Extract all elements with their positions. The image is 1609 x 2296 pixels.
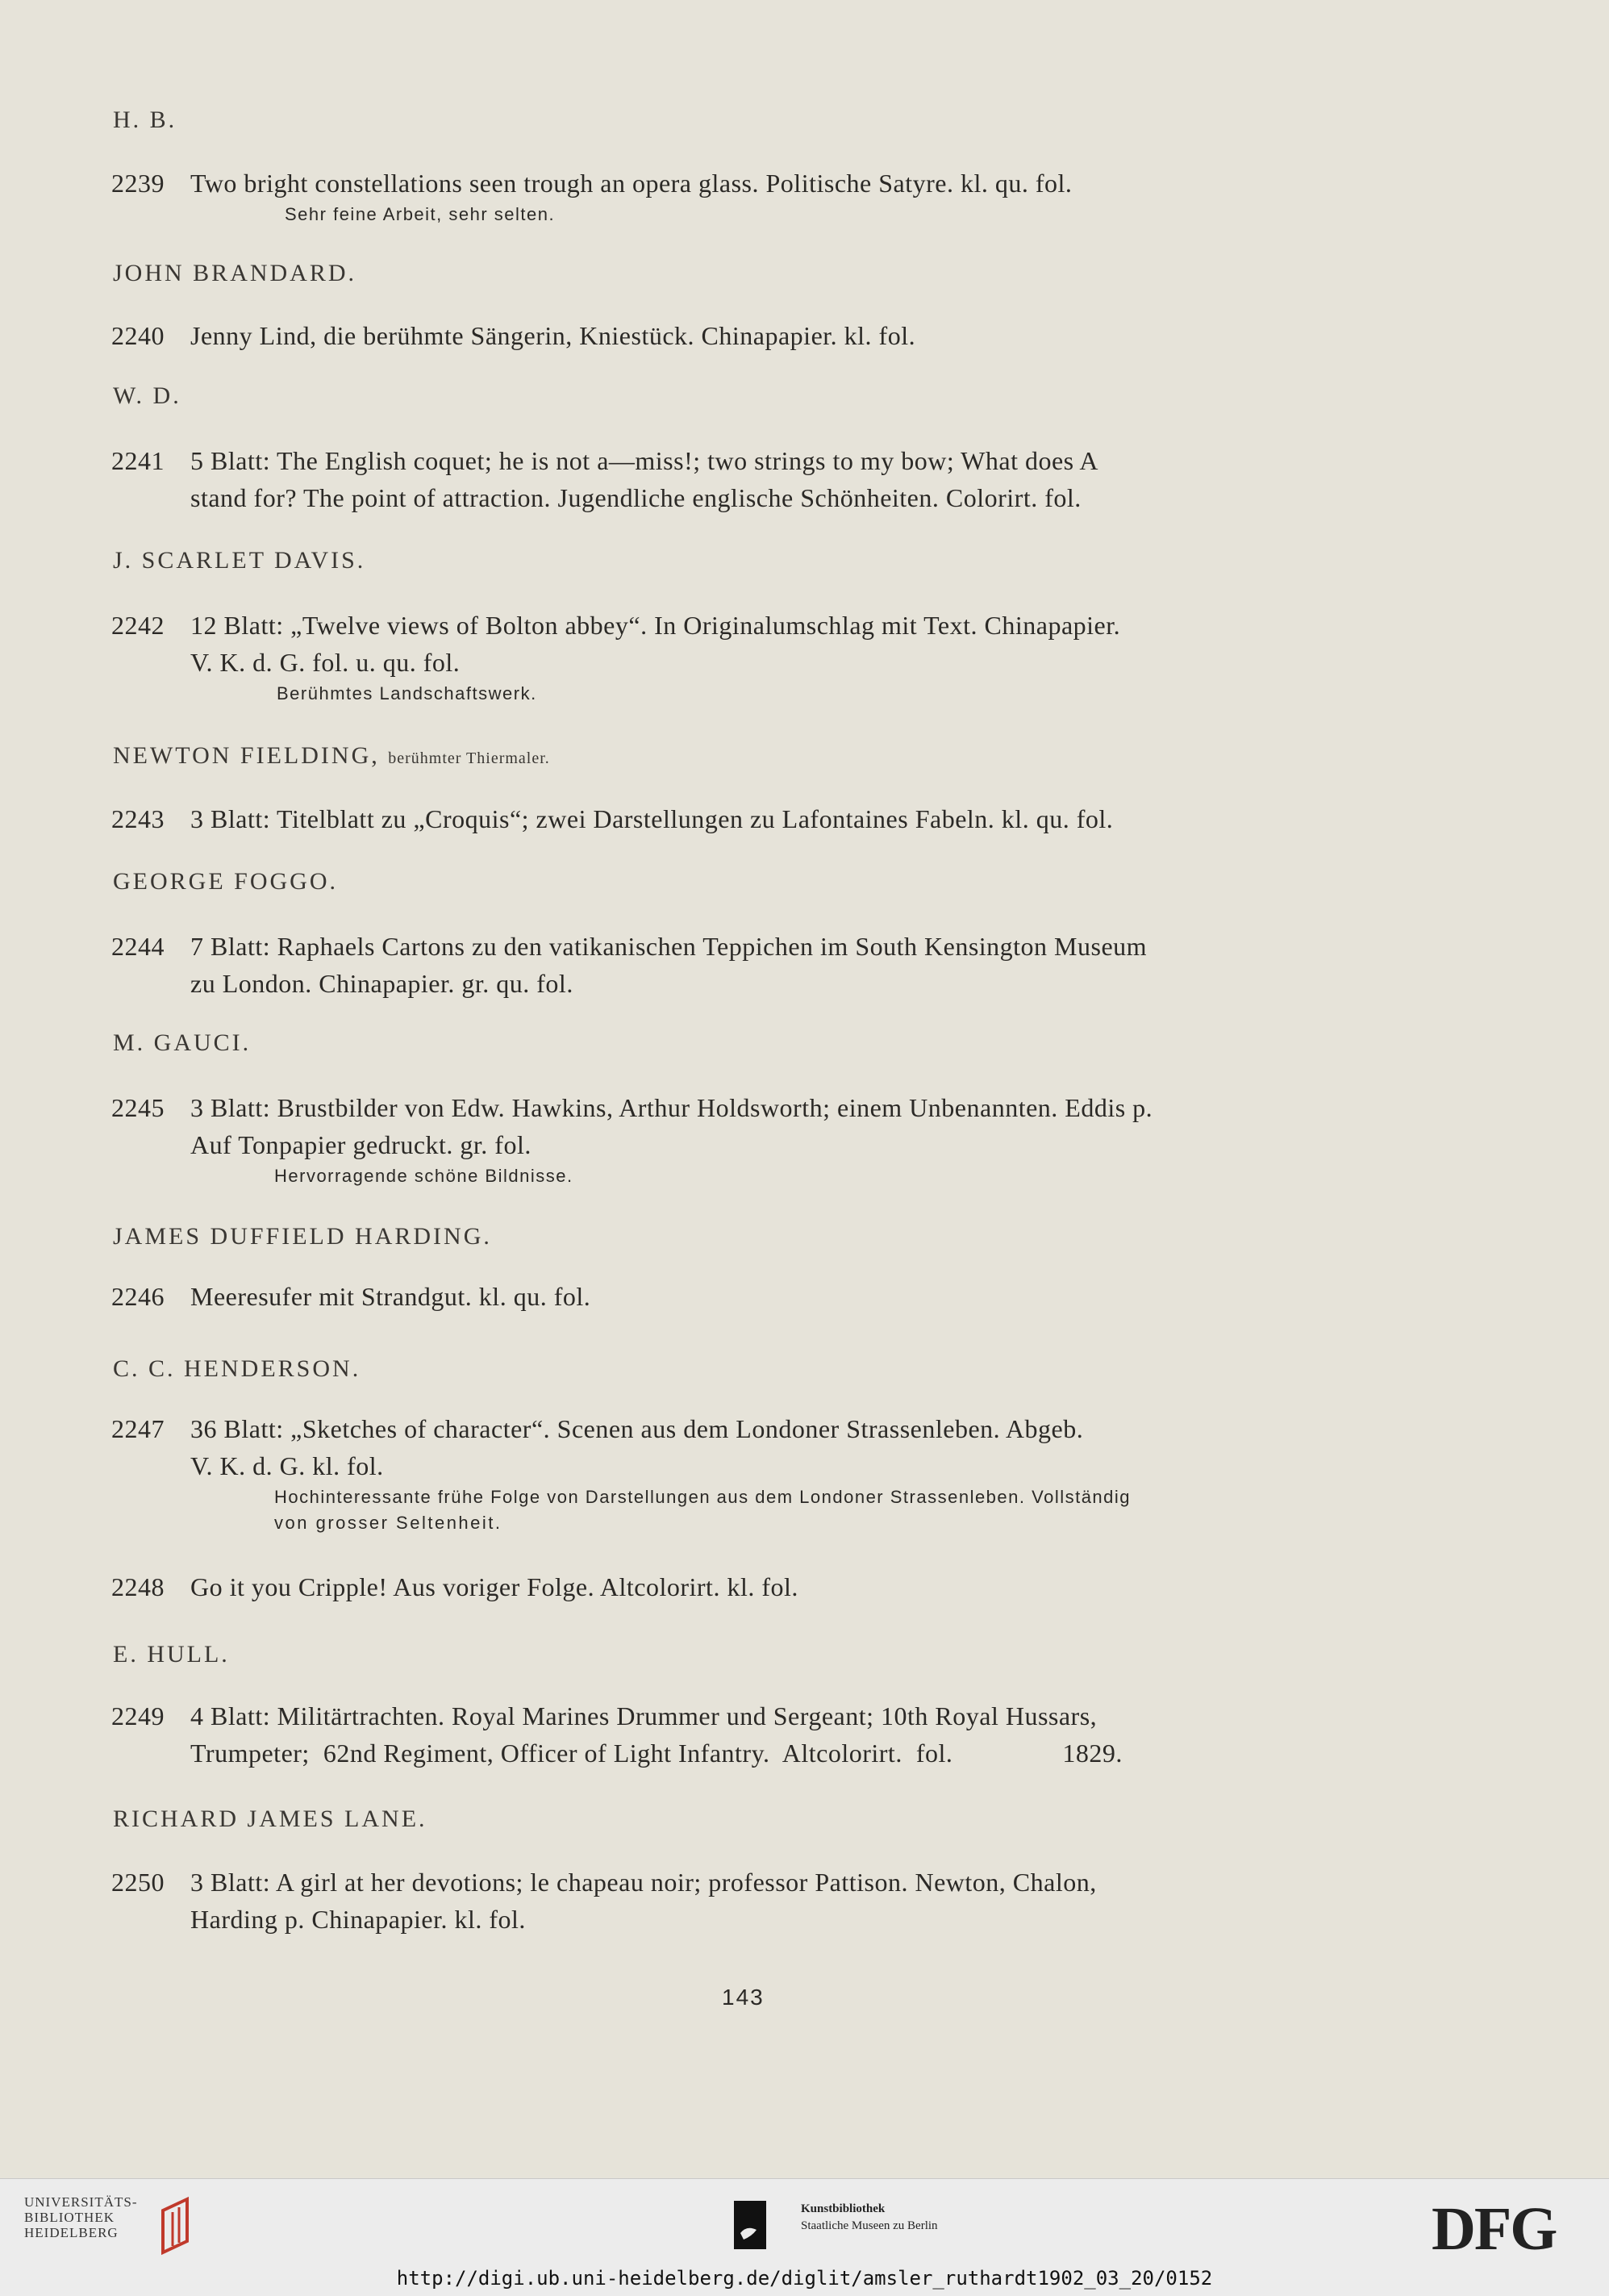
kb-title: Kunstbibliothek [801,2202,886,2215]
entry-text: 36 Blatt: „Sketches of character“. Scenen aus dem Londoner Strassenleben. Abgeb. [190,1414,1084,1443]
artist-heading: RICHARD JAMES LANE. [113,1805,427,1832]
entry-text: 3 Blatt: Titelblatt zu „Croquis“; zwei Darstellungen zu Lafontaines Fabeln. kl. qu. fol. [190,804,1114,833]
entry-number: 2246 [111,1282,165,1311]
entry-text: V. K. d. G. fol. u. qu. fol. [190,648,461,677]
entry-text: Trumpeter; 62nd Regiment, Officer of Light Infantry. Altcolorirt. fol. 1829. [190,1739,1123,1768]
artist-heading [113,742,550,770]
artist-heading: C. C. HENDERSON. [113,1355,361,1382]
university-line: HEIDELBERG [24,2225,119,2240]
entry-number: 2248 [111,1572,165,1601]
catalog-entry [111,1864,1394,1938]
entry-remark: Sehr feine Arbeit, sehr selten. [285,204,556,224]
catalog-entry [111,165,1394,228]
entry-text: V. K. d. G. kl. fol. [190,1451,384,1480]
entry-number: 2239 [111,169,165,198]
catalog-entry [111,1089,1394,1189]
catalog-entry [111,1697,1394,1772]
entry-text: Auf Tonpapier gedruckt. gr. fol. [190,1130,531,1159]
university-logo-icon [152,2196,197,2257]
entry-text: 3 Blatt: Brustbilder von Edw. Hawkins, Arthur Holdsworth; einem Unbenannten. Eddis p. [190,1093,1153,1122]
entry-text: Jenny Lind, die berühmte Sängerin, Kniestück. Chinapapier. kl. fol. [190,321,916,350]
entry-remark: Hervorragende schöne Bildnisse. [274,1166,573,1186]
entry-text: 3 Blatt: A girl at her devotions; le chapeau noir; professor Pattison. Newton, Chalon, [190,1868,1097,1897]
artist-heading: M. GAUCI. [113,1029,252,1056]
artist-heading: JAMES DUFFIELD HARDING. [113,1223,492,1250]
artist-heading: J. SCARLET DAVIS. [113,547,366,574]
entry-text: Meeresufer mit Strandgut. kl. qu. fol. [190,1282,591,1311]
entry-text: 7 Blatt: Raphaels Cartons zu den vatikanischen Teppichen im South Kensington Museum [190,932,1148,961]
catalog-entry [111,442,1394,516]
entry-text: Go it you Cripple! Aus voriger Folge. Altcolorirt. kl. fol. [190,1572,798,1601]
entry-text: 4 Blatt: Militärtrachten. Royal Marines Drummer und Sergeant; 10th Royal Hussars, [190,1701,1098,1730]
entry-number: 2243 [111,804,165,833]
entry-number: 2247 [111,1414,165,1443]
entry-text: Two bright constellations seen trough an opera glass. Politische Satyre. kl. qu. fol. [190,169,1073,198]
catalog-entry [111,1568,1394,1605]
artist-heading: JOHN BRANDARD. [113,260,357,286]
entry-text: stand for? The point of attraction. Jugendliche englische Schönheiten. Colorirt. fol. [190,483,1082,512]
entry-number: 2250 [111,1868,165,1897]
entry-text: 5 Blatt: The English coquet; he is not a—miss!; two strings to my bow; What does A [190,446,1098,475]
university-line: UNIVERSITÄTS- [24,2194,138,2210]
entry-remark: Berühmtes Landschaftswerk. [277,683,537,703]
catalog-entry [111,607,1394,707]
university-library-label [24,2194,138,2240]
artist-heading: H. B. [113,106,177,133]
entry-remark: von grosser Seltenheit. [274,1513,502,1533]
entry-number: 2249 [111,1701,165,1730]
dfg-logo: DFG [1432,2195,1557,2263]
entry-number: 2244 [111,932,165,961]
artist-heading: GEORGE FOGGO. [113,868,338,895]
source-url[interactable]: http://digi.ub.uni-heidelberg.de/diglit/amsler_ruthardt1902_03_20/0152 [396,2267,1213,2290]
entry-text: zu London. Chinapapier. gr. qu. fol. [190,969,573,998]
catalog-entry [111,800,1394,837]
page-number: 143 [722,1985,765,2010]
entry-text: Harding p. Chinapapier. kl. fol. [190,1905,526,1934]
entry-remark: Hochinteressante frühe Folge von Darstellungen aus dem Londoner Strassenleben. Vollständig [274,1487,1132,1507]
artist-heading: W. D. [113,382,181,409]
kb-subtitle: Staatliche Museen zu Berlin [801,2219,938,2232]
entry-number: 2240 [111,321,165,350]
catalog-entry [111,928,1394,1002]
entry-number: 2245 [111,1093,165,1122]
catalog-entry [111,1410,1394,1536]
catalog-entry [111,317,1394,354]
artist-note: berühmter Thiermaler. [388,749,550,767]
artist-name: NEWTON FIELDING, [113,742,380,769]
entry-text: 12 Blatt: „Twelve views of Bolton abbey“. In Originalumschlag mit Text. Chinapapier. [190,611,1121,640]
kunstbibliothek-logo-icon [734,2201,766,2249]
kunstbibliothek-label [801,2201,938,2235]
university-line: BIBLIOTHEK [24,2210,115,2225]
entry-number: 2241 [111,446,165,475]
entry-number: 2242 [111,611,165,640]
artist-heading: E. HULL. [113,1641,230,1668]
catalog-entry [111,1278,1394,1315]
